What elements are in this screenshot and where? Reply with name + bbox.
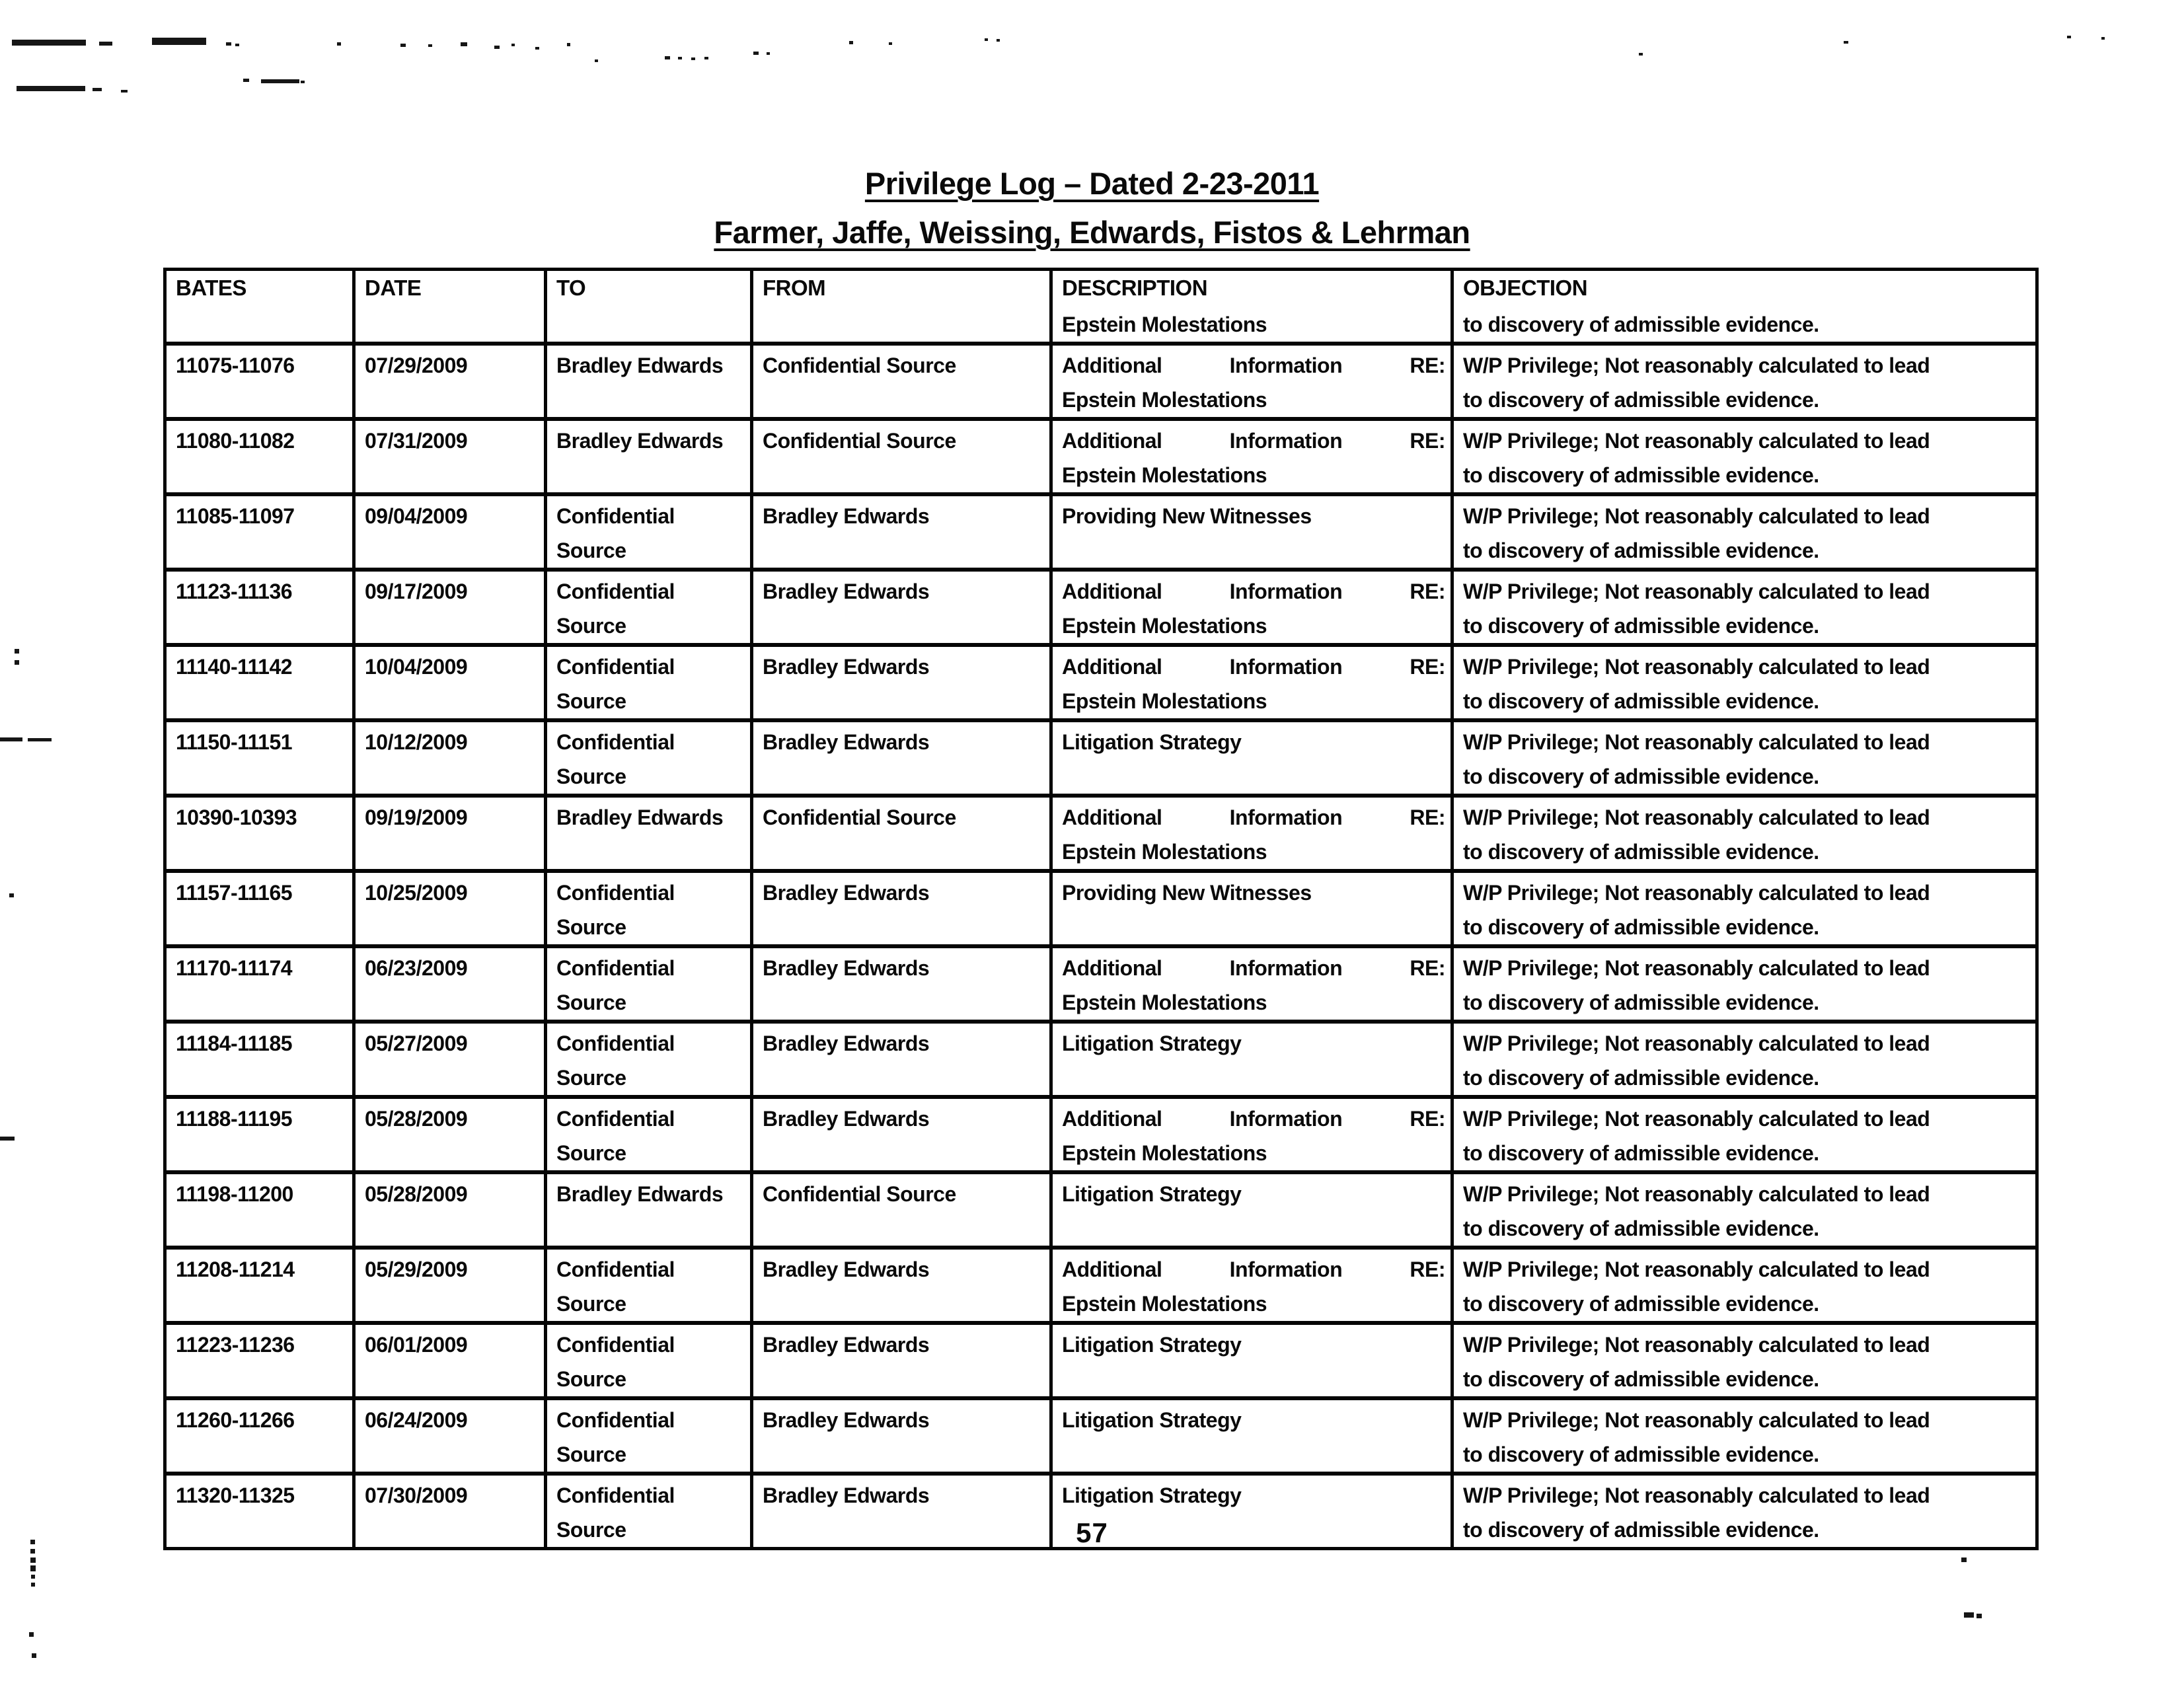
scan-artifact (31, 1575, 35, 1579)
objection-cell: W/P Privilege; Not reasonably calculated to lead to discovery of admissible evidence. (1450, 572, 2035, 643)
date-cell: 09/19/2009 (352, 798, 544, 869)
date-cell: 09/04/2009 (352, 496, 544, 568)
table-row (167, 1396, 2035, 1472)
scan-artifact (428, 44, 432, 47)
table-row (167, 1020, 2035, 1095)
from-cell (750, 305, 1049, 342)
to-cell: Confidential Source (544, 948, 750, 1020)
bates-cell: 11223-11236 (176, 1333, 295, 1357)
description-cell: Epstein Molestations (1049, 305, 1450, 342)
table-row (167, 1321, 2035, 1396)
scan-artifact (535, 47, 539, 50)
scan-artifact (494, 46, 500, 49)
description-cell: Additional Information RE: Epstein Molestations (1049, 948, 1450, 1020)
objection-cell: W/P Privilege; Not reasonably calculated to lead to discovery of admissible evidence. (1450, 496, 2035, 568)
from-cell: Bradley Edwards (750, 722, 1049, 794)
scan-artifact (152, 38, 206, 45)
from-cell: Bradley Edwards (750, 572, 1049, 643)
scan-artifact (0, 737, 22, 741)
table-row (167, 1246, 2035, 1321)
description-cell: Additional Information RE: Epstein Molestations (1049, 647, 1450, 718)
table-header-row (167, 271, 2035, 305)
bates-cell: 10390-10393 (176, 806, 297, 829)
objection-cell: W/P Privilege; Not reasonably calculated to lead to discovery of admissible evidence. (1450, 873, 2035, 944)
date-cell: 06/23/2009 (352, 948, 544, 1020)
objection-cell: W/P Privilege; Not reasonably calculated to lead to discovery of admissible evidence. (1450, 346, 2035, 417)
scan-artifact (889, 42, 892, 45)
scan-artifact (1961, 1558, 1967, 1562)
to-cell: Confidential Source (544, 1099, 750, 1170)
scan-artifact (753, 52, 759, 55)
scan-artifact (93, 88, 102, 91)
from-cell: Bradley Edwards (750, 948, 1049, 1020)
to-cell: Bradley Edwards (544, 346, 750, 417)
scan-artifact (1977, 1614, 1982, 1618)
document-title: Privilege Log – Dated 2-23-2011 (864, 166, 1320, 201)
to-cell: Confidential Source (544, 1400, 750, 1472)
table-row (167, 568, 2035, 643)
to-cell: Confidential Source (544, 572, 750, 643)
description-cell: Additional Information RE: Epstein Molestations (1049, 1250, 1450, 1321)
to-cell: Confidential Source (544, 496, 750, 568)
date-cell: 10/25/2009 (352, 873, 544, 944)
column-header-description: DESCRIPTION (1049, 271, 1450, 305)
from-cell: Confidential Source (750, 1174, 1049, 1246)
scan-artifact (99, 42, 112, 46)
table-row (167, 794, 2035, 869)
scan-artifact (985, 38, 988, 41)
objection-cell: W/P Privilege; Not reasonably calculated to lead to discovery of admissible evidence. (1450, 948, 2035, 1020)
bates-cell: 11075-11076 (176, 354, 295, 377)
scan-artifact (243, 79, 249, 82)
bates-cell: 11170-11174 (176, 956, 293, 980)
to-cell: Confidential Source (544, 722, 750, 794)
description-cell: Litigation Strategy (1049, 722, 1450, 794)
objection-cell: W/P Privilege; Not reasonably calculated to lead to discovery of admissible evidence. (1450, 1476, 2035, 1547)
scan-artifact (997, 39, 1000, 42)
description-cell: Litigation Strategy (1049, 1400, 1450, 1472)
scan-artifact (261, 79, 299, 83)
bates-cell: 11080-11082 (176, 429, 295, 453)
scan-artifact (337, 42, 341, 46)
from-cell: Confidential Source (750, 346, 1049, 417)
date-cell: 10/04/2009 (352, 647, 544, 718)
description-cell: Additional Information RE: Epstein Molestations (1049, 421, 1450, 492)
bates-cell: 11198-11200 (176, 1182, 293, 1206)
bates-cell: 11184-11185 (176, 1032, 293, 1055)
objection-cell: W/P Privilege; Not reasonably calculated to lead to discovery of admissible evidence. (1450, 722, 2035, 794)
date-cell: 10/12/2009 (352, 722, 544, 794)
to-cell: Confidential Source (544, 873, 750, 944)
scan-artifact (28, 738, 52, 741)
description-cell: Providing New Witnesses (1049, 496, 1450, 568)
scan-artifact (30, 1540, 35, 1544)
bates-cell: 11188-11195 (176, 1107, 293, 1131)
scan-artifact (2067, 36, 2071, 38)
table-row (167, 492, 2035, 568)
document-subtitle: Farmer, Jaffe, Weissing, Edwards, Fistos & Lehrman (714, 215, 1470, 250)
description-cell: Additional Information RE: Epstein Molestations (1049, 1099, 1450, 1170)
scan-artifact (31, 1583, 35, 1587)
from-cell: Bradley Edwards (750, 873, 1049, 944)
table-row (167, 718, 2035, 794)
date-cell: 05/28/2009 (352, 1099, 544, 1170)
column-header-to: TO (544, 271, 750, 305)
scan-artifact (2101, 37, 2105, 40)
objection-cell: W/P Privilege; Not reasonably calculated to lead to discovery of admissible evidence. (1450, 1099, 2035, 1170)
bates-cell: 11085-11097 (176, 504, 295, 528)
objection-cell: to discovery of admissible evidence. (1450, 305, 2035, 342)
to-cell: Confidential Source (544, 647, 750, 718)
scan-artifact (595, 59, 598, 62)
column-header-date: DATE (352, 271, 544, 305)
scan-artifact (461, 42, 467, 46)
date-cell: 07/29/2009 (352, 346, 544, 417)
date-cell: 07/30/2009 (352, 1476, 544, 1547)
to-cell: Confidential Source (544, 1250, 750, 1321)
scan-artifact (678, 57, 682, 59)
to-cell: Confidential Source (544, 1024, 750, 1095)
scan-artifact (0, 1137, 15, 1141)
table-row (167, 305, 2035, 342)
description-cell: Litigation Strategy (1049, 1174, 1450, 1246)
objection-cell: W/P Privilege; Not reasonably calculated to lead to discovery of admissible evidence. (1450, 1174, 2035, 1246)
scan-artifact (767, 52, 770, 55)
date-cell: 05/28/2009 (352, 1174, 544, 1246)
scan-artifact (30, 1565, 36, 1571)
from-cell: Bradley Edwards (750, 1325, 1049, 1396)
date-cell: 05/27/2009 (352, 1024, 544, 1095)
scan-artifact (567, 43, 570, 46)
date-cell: 05/29/2009 (352, 1250, 544, 1321)
bates-cell: 11157-11165 (176, 881, 293, 905)
scan-artifact (1964, 1612, 1974, 1618)
objection-cell: W/P Privilege; Not reasonably calculated to lead to discovery of admissible evidence. (1450, 1024, 2035, 1095)
to-cell: Bradley Edwards (544, 421, 750, 492)
column-header-from: FROM (750, 271, 1049, 305)
from-cell: Confidential Source (750, 798, 1049, 869)
bates-cell: 11260-11266 (176, 1408, 295, 1432)
to-cell (544, 305, 750, 342)
objection-cell: W/P Privilege; Not reasonably calculated to lead to discovery of admissible evidence. (1450, 421, 2035, 492)
bates-cell: 11150-11151 (176, 730, 293, 754)
objection-cell: W/P Privilege; Not reasonably calculated to lead to discovery of admissible evidence. (1450, 1250, 2035, 1321)
column-header-bates: BATES (176, 276, 246, 300)
date-cell: 06/24/2009 (352, 1400, 544, 1472)
to-cell: Confidential Source (544, 1325, 750, 1396)
scan-artifact (511, 44, 515, 46)
scan-artifact (1844, 41, 1848, 44)
scan-artifact (30, 1558, 36, 1563)
from-cell: Confidential Source (750, 421, 1049, 492)
bates-cell: 11320-11325 (176, 1483, 295, 1507)
date-cell (352, 305, 544, 342)
from-cell: Bradley Edwards (750, 647, 1049, 718)
scan-artifact (665, 56, 670, 59)
description-cell: Litigation Strategy (1049, 1325, 1450, 1396)
column-header-objection: OBJECTION (1450, 271, 2035, 305)
from-cell: Bradley Edwards (750, 1400, 1049, 1472)
date-cell: 06/01/2009 (352, 1325, 544, 1396)
scan-artifact (30, 1549, 35, 1554)
table-row (167, 342, 2035, 417)
description-cell: Litigation Strategy (1049, 1476, 1450, 1547)
bates-cell: 11208-11214 (176, 1257, 295, 1281)
to-cell: Bradley Edwards (544, 798, 750, 869)
table-body (167, 305, 2035, 1547)
bates-cell (167, 305, 352, 342)
description-cell: Additional Information RE: Epstein Molestations (1049, 798, 1450, 869)
table-row (167, 944, 2035, 1020)
scan-artifact (29, 1632, 34, 1637)
scan-artifact (121, 90, 128, 93)
table-row (167, 869, 2035, 944)
objection-cell: W/P Privilege; Not reasonably calculated to lead to discovery of admissible evidence. (1450, 1325, 2035, 1396)
from-cell: Bradley Edwards (750, 1476, 1049, 1547)
bates-cell: 11140-11142 (176, 655, 293, 679)
scan-artifact (17, 86, 85, 91)
scan-artifact (1639, 53, 1643, 56)
scan-artifact (9, 893, 14, 897)
scan-artifact (15, 660, 19, 665)
table-row (167, 417, 2035, 492)
description-cell: Additional Information RE: Epstein Molestations (1049, 572, 1450, 643)
scan-artifact (32, 1653, 36, 1658)
scan-artifact (235, 44, 239, 46)
table-row (167, 1095, 2035, 1170)
from-cell: Bradley Edwards (750, 1099, 1049, 1170)
objection-cell: W/P Privilege; Not reasonably calculated to lead to discovery of admissible evidence. (1450, 1400, 2035, 1472)
from-cell: Bradley Edwards (750, 1024, 1049, 1095)
privilege-log-table (163, 268, 2039, 1550)
scan-artifact (226, 42, 231, 46)
to-cell: Confidential Source (544, 1476, 750, 1547)
page-number: 57 (1076, 1517, 1108, 1548)
scan-artifact (691, 57, 695, 60)
description-cell: Litigation Strategy (1049, 1024, 1450, 1095)
table-row (167, 1170, 2035, 1246)
from-cell: Bradley Edwards (750, 1250, 1049, 1321)
date-cell: 07/31/2009 (352, 421, 544, 492)
bates-cell: 11123-11136 (176, 580, 293, 603)
objection-cell: W/P Privilege; Not reasonably calculated to lead to discovery of admissible evidence. (1450, 647, 2035, 718)
scan-artifact (704, 57, 708, 59)
to-cell: Bradley Edwards (544, 1174, 750, 1246)
description-cell: Additional Information RE: Epstein Molestations (1049, 346, 1450, 417)
description-cell: Providing New Witnesses (1049, 873, 1450, 944)
scan-artifact (301, 81, 305, 83)
from-cell: Bradley Edwards (750, 496, 1049, 568)
table-row (167, 643, 2035, 718)
date-cell: 09/17/2009 (352, 572, 544, 643)
scan-artifact (15, 649, 19, 654)
scan-artifact (849, 41, 853, 44)
objection-cell: W/P Privilege; Not reasonably calculated to lead to discovery of admissible evidence. (1450, 798, 2035, 869)
scan-artifact (400, 44, 406, 47)
scan-artifact (12, 40, 86, 46)
